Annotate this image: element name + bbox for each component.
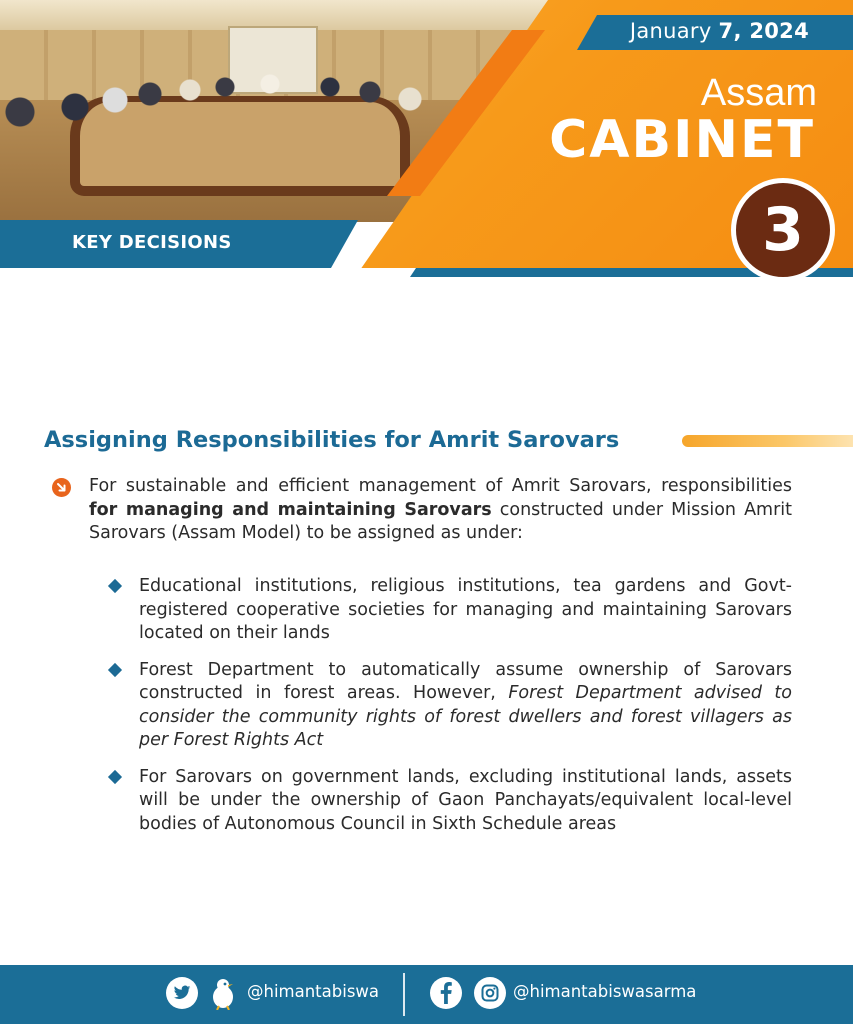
twitter-icon[interactable] xyxy=(166,977,198,1009)
list-item: For Sarovars on government lands, excluding institutional lands, assets will be under the ownership of Gaon Panchayats/equivalent local-level bodies of Autonomous Council in Sixth Schedule areas xyxy=(108,766,792,837)
social-footer xyxy=(0,965,853,1024)
footer-divider xyxy=(403,973,405,1016)
lead-paragraph: For sustainable and efficient management of Amrit Sarovars, responsibilities for managing and maintaining Sarovars constructed under Mission Amrit Sarovars (Assam Model) to be assigned as under: xyxy=(89,476,793,543)
facebook-icon[interactable] xyxy=(430,977,462,1009)
decision-number-badge xyxy=(731,178,835,280)
header-banner xyxy=(0,0,853,280)
decision-number: 3 xyxy=(762,195,804,265)
list-item: Forest Department to automatically assume ownership of Sarovars constructed in forest areas. However, Forest Department advised to consider the community rights of forest dwellers and forest villagers as per Forest Rights Act xyxy=(108,659,792,753)
title-accent-bar xyxy=(682,435,853,447)
list-item: Educational institutions, religious institutions, tea gardens and Govt-registered cooperative societies for managing and maintaining Sarovars located on their lands xyxy=(108,575,792,646)
diamond-bullet-icon xyxy=(108,662,122,676)
handle-left[interactable]: @himantabiswa xyxy=(247,982,380,1001)
state-label: Assam xyxy=(700,72,817,114)
cabinet-title: CABINET xyxy=(549,110,815,170)
diamond-bullet-icon xyxy=(108,579,122,593)
date-label: January 7, 2024 xyxy=(629,19,809,43)
koo-icon[interactable] xyxy=(207,977,239,1009)
section-title: Assigning Responsibilities for Amrit Sarovars xyxy=(44,427,620,453)
arrow-down-right-icon xyxy=(52,478,71,497)
bullet-list xyxy=(108,575,792,849)
instagram-icon[interactable] xyxy=(474,977,506,1009)
handle-right[interactable]: @himantabiswasarma xyxy=(513,982,697,1001)
key-decisions-label: KEY DECISIONS xyxy=(72,232,232,253)
diamond-bullet-icon xyxy=(108,769,122,783)
